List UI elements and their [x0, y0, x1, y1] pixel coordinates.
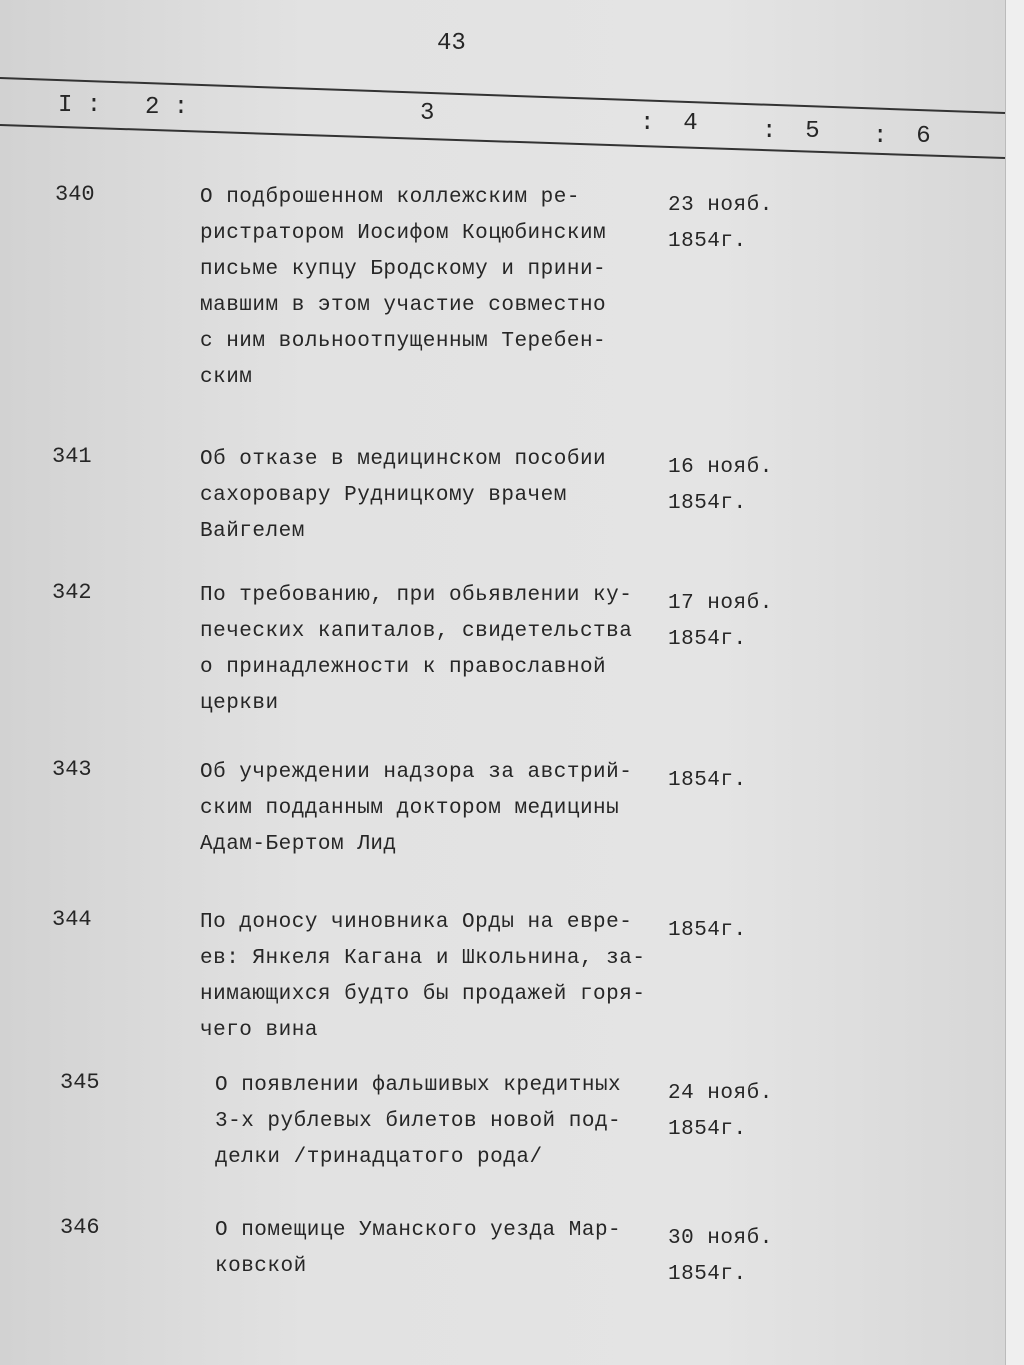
entry-description: [215, 1213, 621, 1285]
date-line: 1854г.: [668, 1263, 747, 1286]
entry-description: [200, 442, 606, 550]
entry-date: [668, 188, 773, 260]
entry-number: 342: [52, 580, 92, 605]
date-line: 1854г.: [668, 919, 747, 942]
description-line: Вайгелем: [200, 520, 305, 543]
description-line: О подброшенном коллежским ре-: [200, 186, 580, 209]
description-line: мавшим в этом участие совместно: [200, 294, 607, 317]
date-line: 1854г.: [668, 769, 747, 792]
entry-description: [200, 905, 645, 1049]
header-col-1: I :: [58, 92, 102, 119]
description-line: печеских капиталов, свидетельства: [200, 620, 633, 643]
date-line: 16 нояб.: [668, 456, 773, 479]
entry-number: 345: [60, 1070, 100, 1095]
header-bottom-rule: [0, 125, 1005, 158]
entry-number: 346: [60, 1215, 100, 1240]
date-line: 24 нояб.: [668, 1082, 773, 1105]
description-line: О появлении фальшивых кредитных: [215, 1074, 622, 1097]
header-col-6: : 6: [873, 123, 931, 150]
description-line: делки /тринадцатого рода/: [215, 1146, 543, 1169]
date-line: 30 нояб.: [668, 1227, 773, 1250]
entry-number: 344: [52, 907, 92, 932]
entry-date: [668, 1076, 773, 1148]
entry-number: 341: [52, 444, 92, 469]
page-number: 43: [437, 30, 466, 57]
description-line: сахоровару Рудницкому врачем: [200, 484, 567, 507]
header-col-5: : 5: [762, 118, 820, 145]
description-line: чего вина: [200, 1019, 318, 1042]
description-line: ев: Янкеля Кагана и Школьнина, за-: [200, 947, 646, 970]
entry-description: [215, 1068, 621, 1176]
date-line: 23 нояб.: [668, 194, 773, 217]
entry-description: [200, 578, 632, 722]
date-line: 17 нояб.: [668, 592, 773, 615]
header-col-4: : 4: [640, 110, 698, 137]
description-line: По требованию, при обьявлении ку-: [200, 584, 633, 607]
entry-description: [200, 180, 606, 396]
description-line: ским: [200, 366, 253, 389]
date-line: 1854г.: [668, 628, 747, 651]
description-line: письме купцу Бродскому и прини-: [200, 258, 607, 281]
description-line: ристратором Иосифом Коцюбинским: [200, 222, 607, 245]
entry-date: [668, 913, 747, 949]
description-line: ским подданным доктором медицины: [200, 797, 620, 820]
date-line: 1854г.: [668, 1118, 747, 1141]
header-col-3: 3: [420, 100, 435, 127]
date-line: 1854г.: [668, 230, 747, 253]
description-line: о принадлежности к православной: [200, 656, 607, 679]
header-col-2: 2 :: [145, 94, 189, 121]
description-line: ковской: [215, 1255, 307, 1278]
date-line: 1854г.: [668, 492, 747, 515]
entry-date: [668, 763, 747, 799]
description-line: с ним вольноотпущенным Теребен-: [200, 330, 607, 353]
entry-date: [668, 1221, 773, 1293]
description-line: Адам-Бертом Лид: [200, 833, 397, 856]
description-line: По доносу чиновника Орды на евре-: [200, 911, 633, 934]
description-line: 3-х рублевых билетов новой под-: [215, 1110, 622, 1133]
entry-date: [668, 586, 773, 658]
entry-description: [200, 755, 632, 863]
description-line: Об учреждении надзора за австрий-: [200, 761, 633, 784]
entry-number: 340: [55, 182, 95, 207]
page-edge: [1005, 0, 1024, 1365]
description-line: церкви: [200, 692, 279, 715]
entry-number: 343: [52, 757, 92, 782]
description-line: нимающихся будто бы продажей горя-: [200, 983, 646, 1006]
description-line: Об отказе в медицинском пособии: [200, 448, 607, 471]
description-line: О помещице Уманского уезда Мар-: [215, 1219, 622, 1242]
entry-date: [668, 450, 773, 522]
